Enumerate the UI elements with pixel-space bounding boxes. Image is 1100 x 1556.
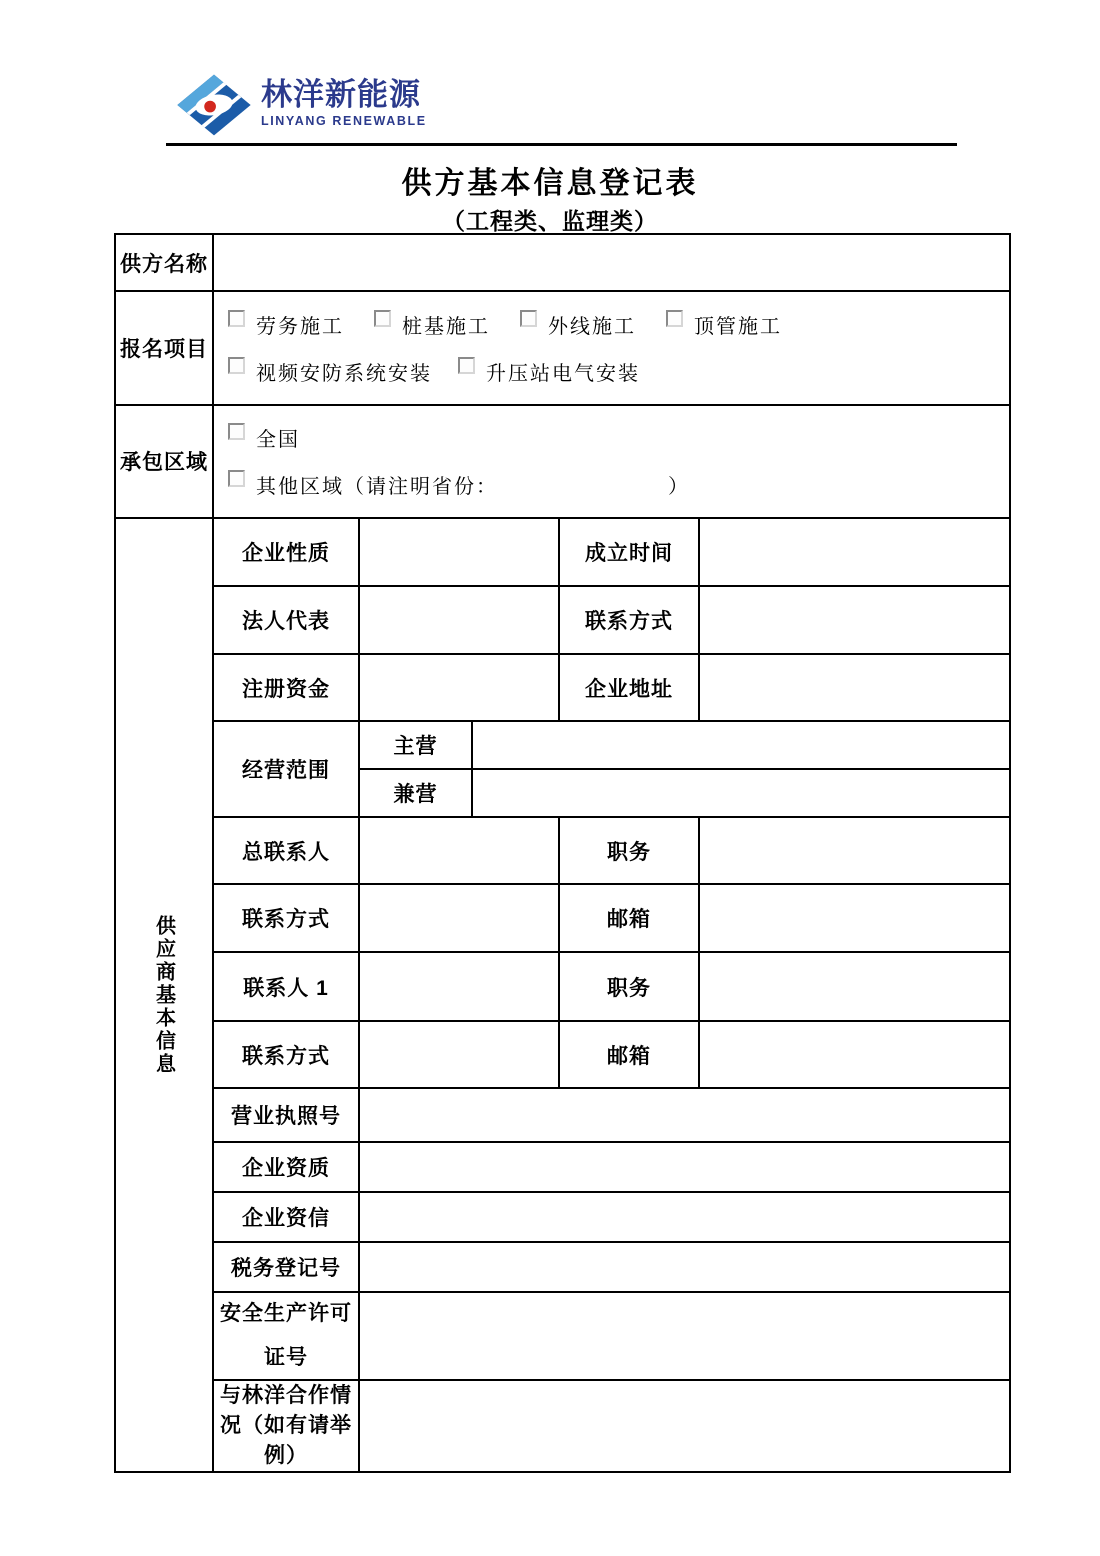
field-label: 联系方式: [585, 610, 673, 633]
table-row: [214, 1291, 1009, 1379]
table-row: [214, 1020, 1009, 1087]
checkbox-option[interactable]: [228, 470, 690, 499]
supplier-name-label: 供方名称: [120, 252, 208, 276]
field-label: 企业资信: [242, 1207, 330, 1230]
field-value-cell[interactable]: [358, 1089, 1009, 1141]
field-value-cell[interactable]: [358, 519, 558, 585]
field-label: 营业执照号: [231, 1105, 341, 1128]
checkbox-option[interactable]: [458, 357, 640, 386]
field-label: 注册资金: [242, 677, 330, 701]
checkbox-icon[interactable]: [520, 310, 537, 327]
field-value-cell[interactable]: [358, 587, 558, 653]
field-label: 与林洋合作情况（如有请举例）: [220, 1384, 352, 1467]
checkbox-icon[interactable]: [228, 357, 245, 374]
checkbox-icon[interactable]: [228, 310, 245, 327]
field-value-cell[interactable]: [358, 818, 558, 883]
region-label: 承包区域: [120, 451, 208, 475]
checkbox-icon[interactable]: [374, 310, 391, 327]
field-value-cell[interactable]: [358, 885, 558, 951]
field-label: 联系方式: [242, 1044, 330, 1068]
checkbox-option[interactable]: [520, 310, 636, 339]
field-label: 经营范围: [242, 759, 330, 782]
table-row: [360, 722, 1009, 768]
project-options-line1: [228, 310, 1009, 339]
table-row: [214, 1241, 1009, 1291]
checkbox-icon[interactable]: [228, 423, 245, 440]
page-subtitle: （工程类、监理类）: [442, 208, 658, 234]
field-label: 邮箱: [607, 1044, 651, 1068]
table-row: [214, 1087, 1009, 1141]
field-label: 企业地址: [585, 677, 673, 701]
logo-text: [261, 78, 427, 128]
field-label: 职务: [607, 840, 651, 864]
field-label: 总联系人: [242, 840, 330, 864]
logo-cn-text: 林洋新能源: [261, 77, 421, 112]
table-row: [360, 768, 1009, 816]
linyang-diamond-logo-icon: [175, 72, 253, 138]
checkbox-option[interactable]: [374, 310, 490, 339]
field-label: 邮箱: [607, 908, 651, 931]
field-label: 法人代表: [242, 610, 330, 633]
row-projects: [116, 290, 1009, 403]
field-label: 联系方式: [242, 908, 330, 931]
logo: [175, 72, 427, 138]
project-options-line2: [228, 357, 1009, 386]
checkbox-icon[interactable]: [458, 357, 475, 374]
field-value-cell[interactable]: [358, 1193, 1009, 1241]
row-business-scope: [214, 720, 1009, 816]
field-label: 企业性质: [242, 542, 330, 565]
field-value-cell[interactable]: [698, 885, 1009, 951]
page-title: 供方基本信息登记表: [401, 167, 699, 200]
field-label: 联系人 1: [243, 976, 329, 1000]
field-value-cell[interactable]: [358, 953, 558, 1020]
field-value-cell[interactable]: [698, 1022, 1009, 1087]
field-label: 安全生产许可证号: [220, 1302, 352, 1369]
checkbox-label: 其他区域（请注明省份：: [256, 476, 498, 499]
field-value-cell[interactable]: [358, 655, 558, 720]
field-value-cell[interactable]: [358, 1022, 558, 1087]
checkbox-option[interactable]: [666, 310, 782, 339]
table-row: [214, 951, 1009, 1020]
checkbox-label: 外线施工: [548, 316, 636, 339]
field-label: 主营: [393, 735, 438, 758]
field-label: 职务: [607, 976, 651, 1000]
table-row: [214, 883, 1009, 951]
field-value-cell[interactable]: [471, 722, 1009, 768]
table-row: [214, 816, 1009, 883]
field-label: 兼营: [393, 783, 438, 806]
field-label: 企业资质: [242, 1157, 330, 1180]
table-row: [214, 1191, 1009, 1241]
field-value-cell[interactable]: [471, 770, 1009, 816]
region-option-national: [228, 423, 1009, 452]
field-value-cell[interactable]: [358, 1293, 1009, 1379]
field-value-cell[interactable]: [358, 1381, 1009, 1471]
table-row: [214, 1379, 1009, 1471]
table-row: [214, 1141, 1009, 1191]
field-value-cell[interactable]: [698, 953, 1009, 1020]
field-label: 成立时间: [585, 542, 673, 565]
checkbox-label: 劳务施工: [256, 316, 344, 339]
row-supplier-name: [116, 235, 1009, 290]
checkbox-label: 视频安防系统安装: [256, 362, 432, 385]
field-value-cell[interactable]: [698, 655, 1009, 720]
checkbox-label: 桩基施工: [402, 316, 490, 339]
form-table: [114, 233, 1011, 1473]
checkbox-label: 顶管施工: [694, 316, 782, 339]
region-option-other: [228, 470, 1009, 499]
checkbox-label: 升压站电气安装: [486, 362, 640, 385]
logo-en-text: LINYANG RENEWABLE: [261, 114, 427, 129]
row-supplier-basic-info: [116, 517, 1009, 1471]
table-row: [214, 519, 1009, 585]
supplier-info-subtable: [214, 519, 1009, 1471]
field-label: 税务登记号: [231, 1257, 341, 1280]
table-row: [214, 585, 1009, 653]
projects-label: 报名项目: [120, 337, 208, 361]
field-value-cell[interactable]: [698, 519, 1009, 585]
field-value-cell[interactable]: [698, 587, 1009, 653]
field-value-cell[interactable]: [698, 818, 1009, 883]
checkbox-option[interactable]: [228, 310, 344, 339]
checkbox-icon[interactable]: [666, 310, 683, 327]
header-rule: [166, 143, 957, 146]
checkbox-label: 全国: [256, 429, 300, 452]
checkbox-icon[interactable]: [228, 470, 245, 487]
supplier-name-field[interactable]: [214, 235, 1009, 290]
table-row: [214, 653, 1009, 720]
row-region: [116, 404, 1009, 517]
field-value-cell[interactable]: [358, 1243, 1009, 1291]
checkbox-option[interactable]: [228, 423, 300, 452]
section-label-vertical: 供应商基本信息: [152, 914, 175, 1076]
field-value-cell[interactable]: [358, 1143, 1009, 1191]
checkbox-label-suffix: ）: [668, 476, 690, 499]
checkbox-option[interactable]: [228, 357, 432, 386]
